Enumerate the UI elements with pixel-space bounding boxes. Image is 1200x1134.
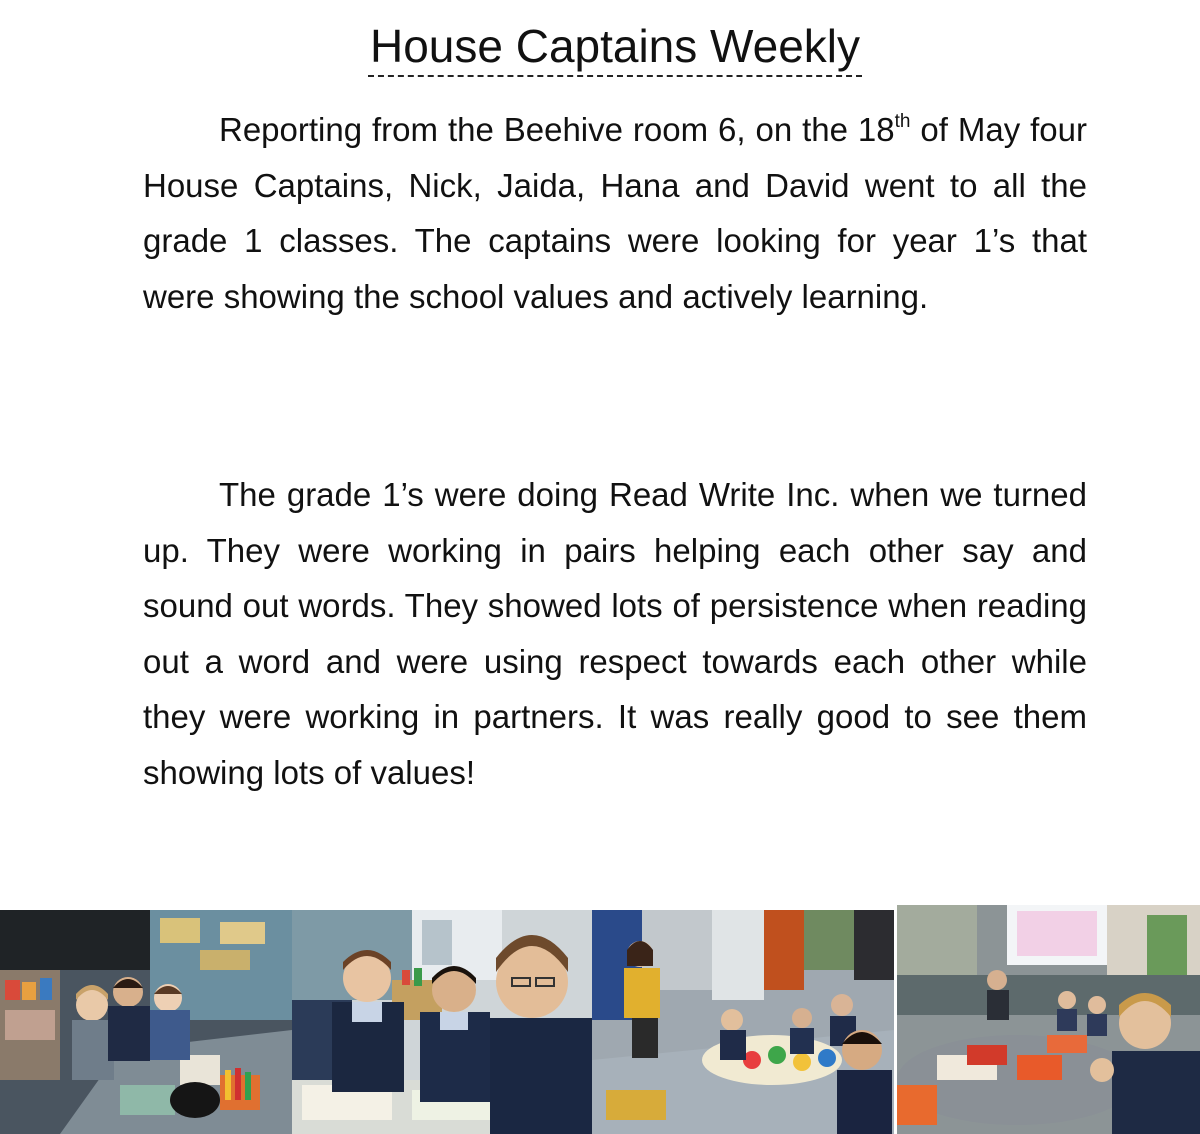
paragraph-2 <box>143 467 1087 800</box>
ordinal-suffix: th <box>894 111 911 132</box>
classroom-photo-2-image <box>292 910 592 1134</box>
photo-strip <box>0 905 1200 1134</box>
classroom-photo-2 <box>292 910 592 1134</box>
paragraph-1 <box>143 102 1087 324</box>
paragraph-1-text-start: Reporting from the Beehive room 6, on the 18 <box>219 111 895 148</box>
paragraph-2-text: The grade 1’s were doing Read Write Inc. when we turned up. They were working in pairs helping each other say and sound out words. They showed lots of persistence when reading out a word and were using respect towards each other while they were working in partners. It was really good to see them showing lots of values! <box>143 476 1087 791</box>
classroom-photo-1-image <box>0 910 292 1134</box>
classroom-photo-3 <box>592 910 894 1134</box>
classroom-photo-1 <box>0 910 292 1134</box>
document-title-text: House Captains Weekly <box>368 18 862 77</box>
classroom-photo-3-image <box>592 910 894 1134</box>
classroom-photo-4 <box>897 905 1200 1134</box>
paragraph-1-text-end: of May four House Captains, Nick, Jaida, Hana and David went to all the grade 1 classes. The captains were looking for year 1’s that were showing the school values and actively learning. <box>143 111 1087 315</box>
document-title <box>0 18 1200 77</box>
classroom-photo-4-image <box>897 905 1200 1134</box>
